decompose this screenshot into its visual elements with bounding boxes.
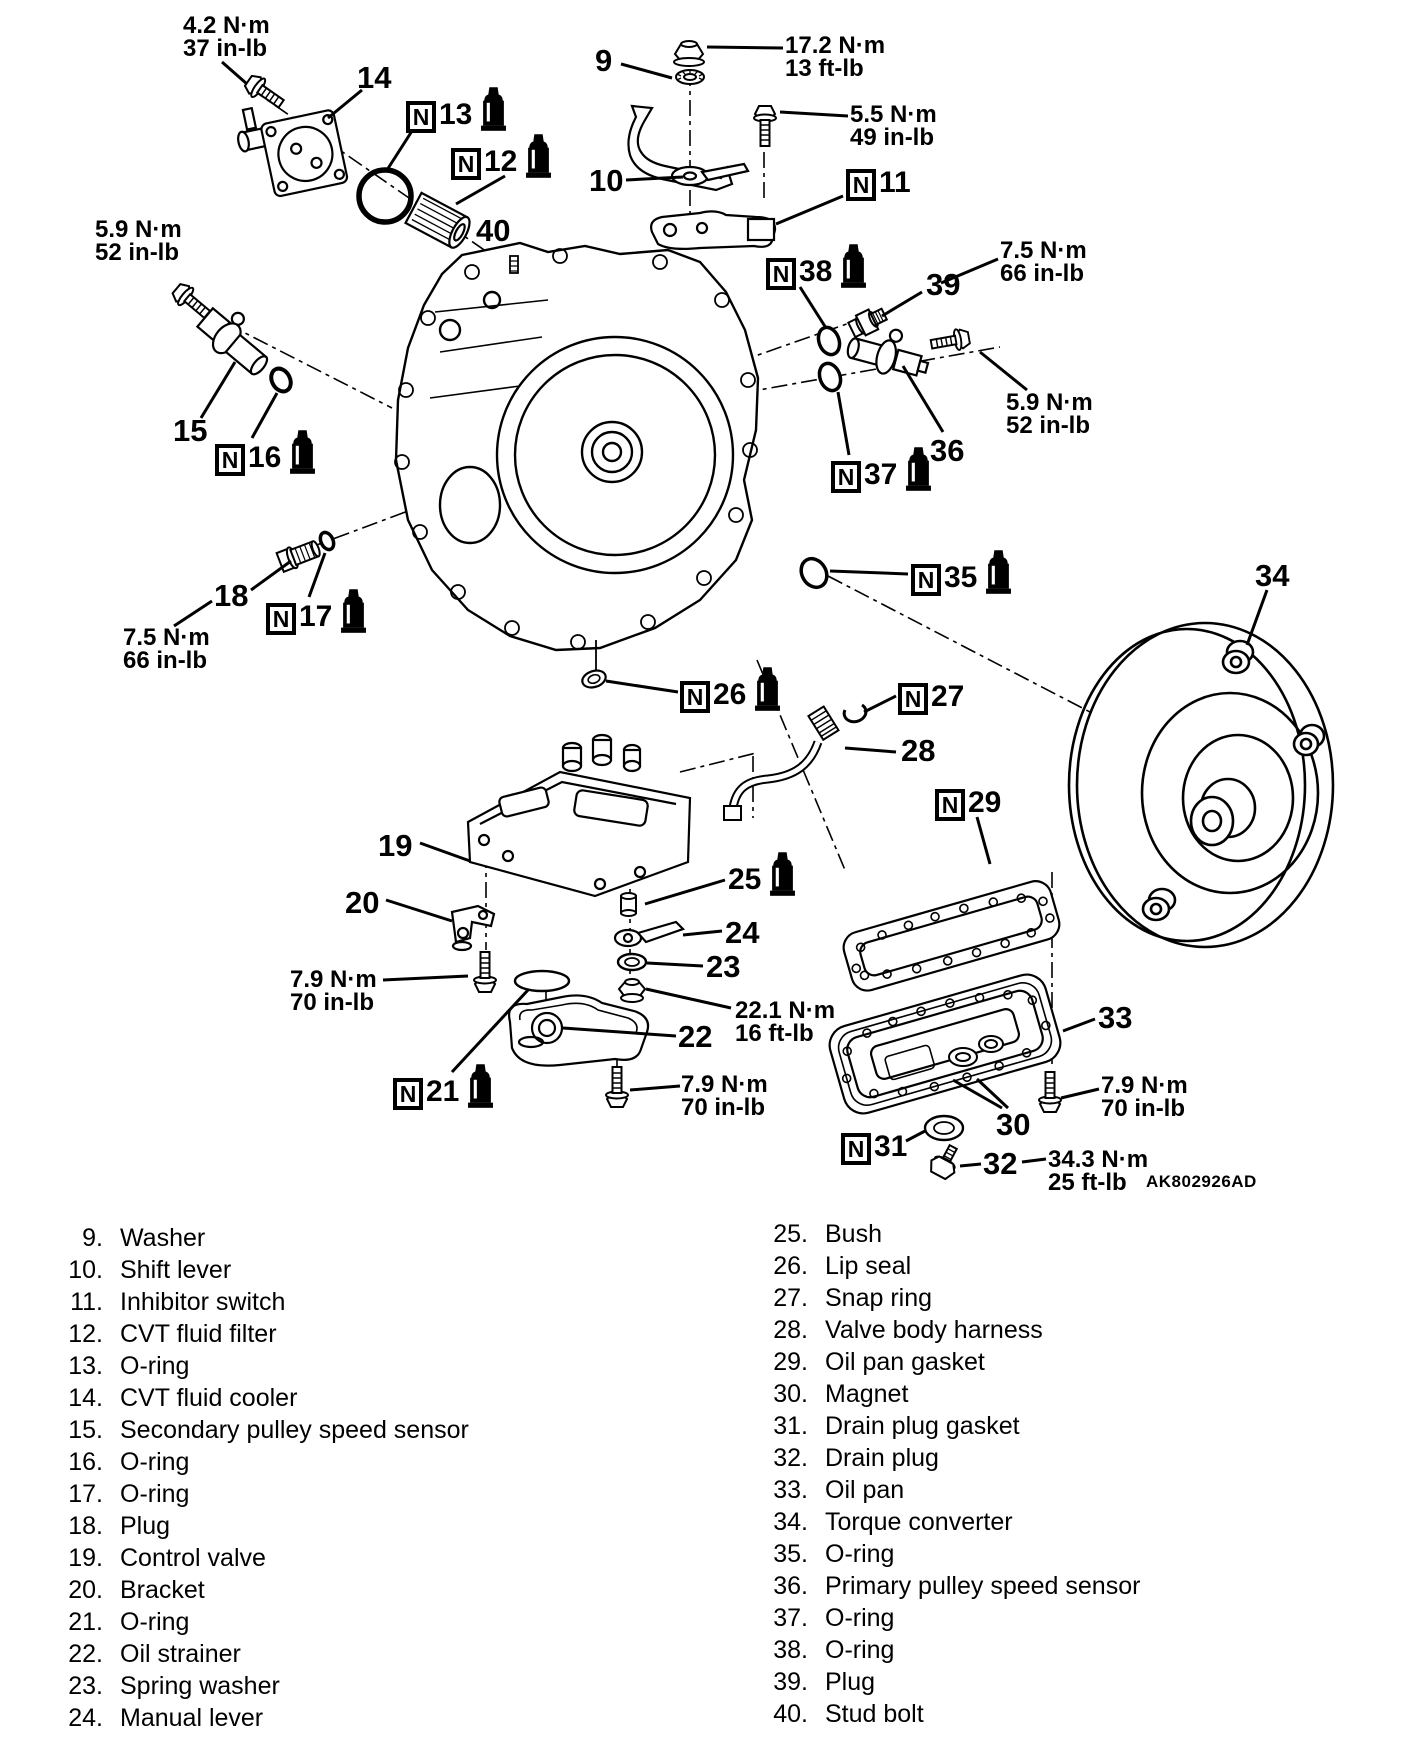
torque-label-drain-plug: 34.3 N·m 25 ft-lb (1048, 1146, 1149, 1196)
parts-list-item-11: 11. Inhibitor switch (70, 1288, 286, 1316)
torque-label-plug-18: 7.5 N·m 66 in-lb (123, 624, 210, 674)
parts-list-item-38: 38. O-ring (773, 1636, 895, 1664)
parts-list-item-33: 33. Oil pan (773, 1476, 905, 1504)
n-callout-27: N 27 (898, 681, 964, 715)
parts-list-item-22: 22. Oil strainer (68, 1640, 241, 1668)
figure-code: AK802926AD (1146, 1172, 1257, 1191)
callout-25-with-fluid: 25 (728, 864, 796, 897)
o-ring-37-drawing (816, 360, 844, 393)
callout-24: 24 (725, 915, 760, 950)
bracket-bolt-drawing (474, 952, 496, 992)
callout-23: 23 (706, 949, 741, 984)
snap-ring-drawing (844, 705, 866, 722)
parts-list-item-34: 34. Torque converter (773, 1508, 1013, 1536)
callout-28: 28 (901, 733, 936, 768)
callout-15: 15 (173, 413, 208, 448)
fluid-bottle-icon (289, 429, 316, 475)
fluid-bottle-icon (754, 666, 781, 712)
n-callout-29: N 29 (935, 787, 1001, 821)
parts-list-item-20: 20. Bracket (68, 1576, 205, 1604)
n-callout-38: N 38 (766, 256, 867, 290)
parts-list-item-39: 39. Plug (773, 1668, 876, 1696)
parts-list-item-26: 26. Lip seal (773, 1252, 912, 1280)
plug-39-drawing (847, 304, 889, 340)
parts-list-item-18: 18. Plug (68, 1512, 171, 1540)
parts-list-item-15: 15. Secondary pulley speed sensor (68, 1416, 469, 1444)
fluid-bottle-icon (905, 446, 932, 492)
fluid-bottle-icon (985, 549, 1012, 595)
n-callout-37: N 37 (831, 459, 932, 493)
callout-18: 18 (214, 578, 249, 613)
drain-plug-gasket-drawing (925, 1116, 963, 1140)
o-ring-35-drawing (796, 554, 832, 592)
callout-22: 22 (678, 1019, 713, 1054)
parts-list-item-28: 28. Valve body harness (773, 1316, 1043, 1344)
callout-36: 36 (930, 433, 965, 468)
parts-list-item-29: 29. Oil pan gasket (773, 1348, 985, 1376)
parts-list-item-17: 17. O-ring (68, 1480, 190, 1508)
parts-list-item-14: 14. CVT fluid cooler (68, 1384, 298, 1412)
n-callout-21: N 21 (393, 1076, 494, 1110)
parts-list-item-10: 10. Shift lever (68, 1256, 232, 1284)
n-callout-13: N 13 (406, 99, 507, 133)
n-callout-11: N 11 (846, 167, 911, 201)
torque-label-inhibitor-bolt: 5.5 N·m 49 in-lb (850, 101, 937, 151)
parts-list-item-25: 25. Bush (773, 1220, 882, 1248)
fluid-bottle-icon (840, 243, 867, 289)
parts-list-item-16: 16. O-ring (68, 1448, 190, 1476)
primary-sensor-bolt-drawing (930, 327, 971, 354)
cvt-fluid-cooler-drawing (232, 92, 348, 203)
parts-list-item-36: 36. Primary pulley speed sensor (773, 1572, 1141, 1600)
n-callout-31: N 31 (841, 1131, 907, 1165)
n-callout-12: N 12 (451, 146, 552, 180)
parts-list-item-21: 21. O-ring (68, 1608, 190, 1636)
o-ring-21-drawing (515, 971, 569, 991)
oil-pan-drawing (825, 970, 1065, 1118)
parts-list-item-32: 32. Drain plug (773, 1444, 939, 1472)
drain-plug-drawing (927, 1141, 965, 1181)
cooler-bolt-drawing (242, 72, 287, 113)
inhibitor-bolt-drawing (754, 106, 776, 146)
parts-list-left-column (55, 1222, 469, 1734)
oil-pan-bolt-drawing (1039, 1072, 1061, 1112)
parts-list-item-24: 24. Manual lever (68, 1704, 264, 1732)
o-ring-17-drawing (318, 530, 336, 551)
torque-label-bracket-bolt: 7.9 N·m 70 in-lb (290, 966, 377, 1016)
fluid-bottle-icon (525, 133, 552, 179)
parts-list-item-30: 30. Magnet (773, 1380, 909, 1408)
o-ring-13-drawing (359, 170, 411, 222)
callout-30: 30 (996, 1107, 1031, 1142)
torque-label-oil-pan-bolt: 7.9 N·m 70 in-lb (1101, 1072, 1188, 1122)
manual-lever-drawing (615, 922, 683, 946)
n-callout-17: N 17 (266, 601, 367, 635)
fluid-bottle-icon (340, 588, 367, 634)
torque-label-secondary-sensor-bolt: 5.9 N·m 52 in-lb (95, 216, 182, 266)
n-callout-35: N 35 (911, 562, 1012, 596)
fluid-bottle-icon (769, 851, 796, 897)
torque-label-lever-nut: 17.2 N·m 13 ft-lb (785, 32, 886, 82)
parts-list-item-9: 9. Washer (82, 1224, 206, 1252)
torque-label-strainer-bolt: 7.9 N·m 70 in-lb (681, 1071, 768, 1121)
lever-nut-drawing (674, 41, 704, 66)
torque-converter-drawing (1069, 623, 1333, 947)
fluid-bottle-icon (480, 86, 507, 132)
n-callout-26: N 26 (680, 679, 781, 713)
callout-33: 33 (1098, 1000, 1133, 1035)
torque-label-manual-lever-nut: 22.1 N·m 16 ft-lb (735, 997, 836, 1047)
fluid-bottle-icon (467, 1063, 494, 1109)
parts-list-item-19: 19. Control valve (68, 1544, 266, 1572)
callout-9: 9 (595, 43, 613, 78)
inhibitor-switch-drawing (651, 211, 775, 249)
callout-20: 20 (345, 885, 380, 920)
parts-list-right-column (742, 1218, 1140, 1730)
callout-39: 39 (926, 267, 961, 302)
parts-list-item-35: 35. O-ring (773, 1540, 895, 1568)
parts-list-item-13: 13. O-ring (68, 1352, 190, 1380)
parts-list-item-40: 40. Stud bolt (773, 1700, 924, 1728)
callout-40: 40 (476, 213, 511, 248)
control-valve-drawing (468, 735, 690, 896)
lip-seal-drawing (580, 668, 608, 691)
n-callout-16: N 16 (215, 442, 316, 476)
transmission-case-drawing (395, 243, 758, 650)
parts-list-item-27: 27. Snap ring (773, 1284, 933, 1312)
manual-lever-nut-drawing (619, 979, 645, 1002)
torque-label-cooler-bolt: 4.2 N·m 37 in-lb (183, 12, 270, 62)
bush-drawing (621, 893, 636, 916)
parts-list-item-12: 12. CVT fluid filter (68, 1320, 277, 1348)
parts-list-item-37: 37. O-ring (773, 1604, 895, 1632)
spring-washer-drawing (618, 954, 646, 970)
callout-14: 14 (357, 60, 392, 95)
torque-label-primary-sensor-bolt: 5.9 N·m 52 in-lb (1006, 389, 1093, 439)
callout-10: 10 (589, 163, 624, 198)
callout-34: 34 (1255, 558, 1290, 593)
cvt-fluid-filter-drawing (406, 193, 474, 251)
parts-list-item-23: 23. Spring washer (68, 1672, 280, 1700)
callout-32: 32 (983, 1146, 1018, 1181)
o-ring-38-drawing (815, 324, 843, 357)
callout-19: 19 (378, 828, 413, 863)
torque-label-plug-39: 7.5 N·m 66 in-lb (1000, 237, 1087, 287)
washer-9-drawing (676, 70, 704, 84)
strainer-bolt-drawing (606, 1067, 628, 1107)
stud-bolt-40-drawing (510, 256, 518, 273)
bracket-drawing (452, 906, 494, 950)
valve-body-harness-drawing (724, 707, 839, 820)
parts-list-item-31: 31. Drain plug gasket (773, 1412, 1020, 1440)
shift-lever-drawing (628, 106, 748, 190)
o-ring-16-drawing (267, 365, 294, 395)
